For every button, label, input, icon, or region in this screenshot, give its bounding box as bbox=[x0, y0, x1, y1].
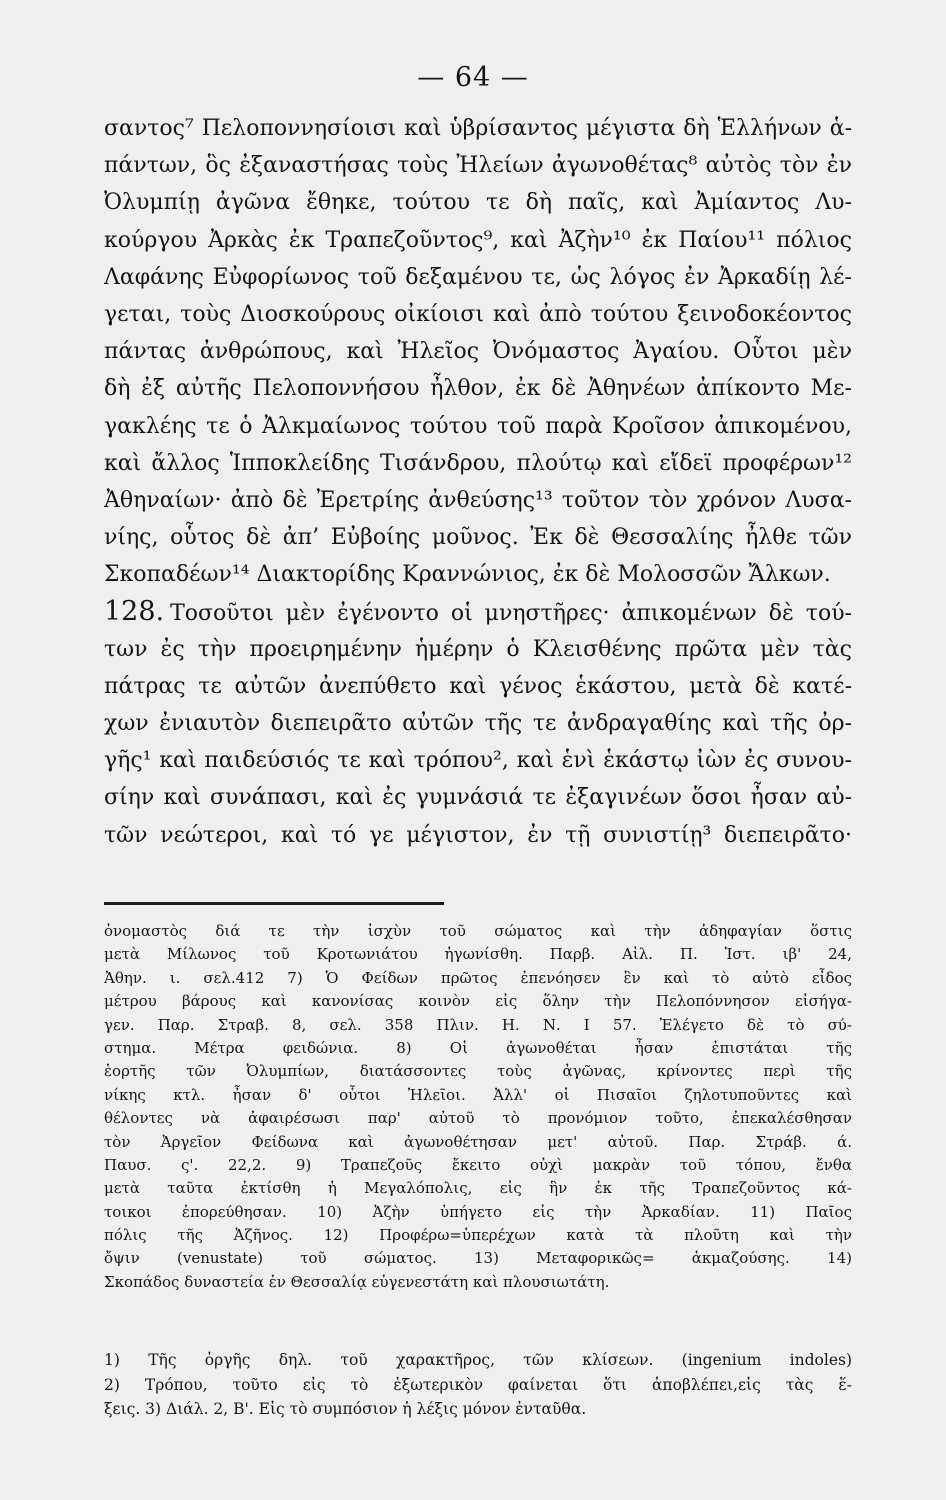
text-line: τῶν νεώτεροι, καὶ τό γε μέγιστον, ἐν τῇ συνιστίῃ³ διεπειρᾶτο· bbox=[104, 822, 852, 848]
text-line: πάτρας τε αὐτῶν ἀνεπύθετο καὶ γένος ἑκάστου, μετὰ δὲ κατέ- bbox=[104, 673, 852, 699]
section-notes bbox=[104, 1348, 852, 1422]
footnote-line: ἑορτῆς τῶν Ὀλυμπίων, διατάσσοντες τοὺς ἀγῶνας, κρίνοντες περὶ τῆς bbox=[104, 1062, 852, 1081]
footnote-line: μετὰ Μίλωνος τοῦ Κροτωνιάτου ἠγωνίσθη. Παρβ. Αἰλ. Π. Ἱστ. ιβ' 24, bbox=[104, 945, 852, 964]
text-line: νίης, οὗτος δὲ ἀπ’ Εὐβοίης μοῦνος. Ἐκ δὲ Θεσσαλίης ἦλθε τῶν bbox=[104, 525, 852, 551]
footnote-line: Παυσ. ς'. 22,2. 9) Τραπεζοῦς ἔκειτο οὐχὶ μακρὰν τοῦ τόπου, ἔνθα bbox=[104, 1155, 852, 1174]
text-line: σαντος⁷ Πελοποννησίοισι καὶ ὑβρίσαντος μέγιστα δὴ Ἑλλήνων ἁ- bbox=[104, 116, 852, 141]
footnote-line: στημα. Μέτρα φειδώνια. 8) Οἱ ἀγωνοθέται ἦσαν ἐπιστάται τῆς bbox=[104, 1038, 852, 1057]
section-number: 128. bbox=[104, 596, 165, 628]
note-line: 1) Τῆς ὀργῆς δηλ. τοῦ χαρακτῆρος, τῶν κλίσεων. (ingenium indoles) bbox=[104, 1351, 852, 1369]
footnote-line: γεν. Παρ. Στραβ. 8, σελ. 358 Πλιν. Η. Ν. Ι 57. Ἐλέγετο δὲ τὸ σύ- bbox=[104, 1015, 852, 1034]
text-line: Τοσοῦτοι μὲν ἐγένοντο οἱ μνηστῆρες· ἀπικομένων δὲ τού- bbox=[170, 601, 852, 627]
footnote-line: τὸν Ἀργεῖον Φείδωνα καὶ ἀγωνοθέτησαν μετ' αὐτοῦ. Παρ. Στράβ. ά. bbox=[104, 1132, 852, 1151]
footnote-line: ὀνομαστὸς διά τε τὴν ἰσχὺν τοῦ σώματος καὶ τὴν ἀδηφαγίαν ὅστις bbox=[104, 922, 852, 940]
text-line: των ἐς τὴν προειρημένην ἡμέρην ὁ Κλεισθένης πρῶτα μὲν τὰς bbox=[104, 636, 852, 662]
text-line: χων ἐνιαυτὸν διεπειρᾶτο αὐτῶν τῆς τε ἀνδραγαθίης καὶ τῆς ὀρ- bbox=[104, 711, 852, 736]
footnote-line: μετὰ ταῦτα ἐκτίσθη ἡ Μεγαλόπολις, εἰς ἣν ἐκ τῆς Τραπεζοῦντος κά- bbox=[104, 1179, 852, 1198]
text-line: καὶ ἄλλος Ἱπποκλείδης Τισάνδρου, πλούτῳ καὶ εἴδεϊ προφέρων¹² bbox=[104, 450, 852, 476]
footnote-line: θέλοντες νὰ ἀφαιρέσωσι παρ' αὐτοῦ τὸ προνόμιον τοῦτο, ἐπεκαλέσθησαν bbox=[104, 1109, 852, 1128]
text-line: Λαφάνης Εὐφορίωνος τοῦ δεξαμένου τε, ὡς λόγος ἐν Ἀρκαδίῃ λέ- bbox=[104, 264, 852, 290]
text-line: Σκοπαδέων¹⁴ Διακτορίδης Κραννώνιος, ἐκ δὲ Μολοσσῶν Ἄλκων. bbox=[104, 562, 831, 588]
text-line: πάντων, ὃς ἐξαναστήσας τοὺς Ἠλείων ἀγωνοθέτας⁸ αὐτὸς τὸν ἐν bbox=[104, 153, 852, 179]
text-line: δὴ ἐξ αὐτῆς Πελοποννήσου ἦλθον, ἐκ δὲ Ἀθηνέων ἀπίκοντο Με- bbox=[104, 376, 852, 402]
footnote-line: Σκοπάδος δυναστεία ἐν Θεσσαλίᾳ εὐγενεστάτη καὶ πλουσιωτάτη. bbox=[104, 1272, 610, 1291]
text-line: γεται, τοὺς Διοσκούρους οἰκίοισι καὶ ἀπὸ τούτου ξεινοδοκέοντος bbox=[104, 301, 852, 327]
main-text bbox=[104, 110, 852, 854]
text-line: πάντας ἀνθρώπους, καὶ Ἠλεῖος Ὀνόμαστος Ἀγαίου. Οὗτοι μὲν bbox=[104, 339, 852, 365]
text-line: κούργου Ἀρκὰς ἐκ Τραπεζοῦντος⁹, καὶ Ἀζὴν¹⁰ ἐκ Παίου¹¹ πόλιος bbox=[104, 227, 852, 253]
note-line: 2) Τρόπου, τοῦτο εἰς τὸ ἐξωτερικὸν φαίνεται ὅτι ἀποβλέπει,εἰς τὰς ἕ- bbox=[104, 1375, 852, 1394]
note-line: ξεις. 3) Διάλ. 2, Β'. Εἰς τὸ συμπόσιον ἡ λέξις μόνον ἐνταῦθα. bbox=[104, 1400, 587, 1418]
footnote-line: Ἀθην. ι. σελ.412 7) Ὁ Φείδων πρῶτος ἐπενόησεν ἓν καὶ τὸ αὐτὸ εἶδος bbox=[104, 968, 852, 987]
text-line: σίην καὶ συνάπασι, καὶ ἐς γυμνάσιά τε ἐξαγινέων ὅσοι ἦσαν αὐ- bbox=[104, 785, 852, 811]
footnote-line: νίκης κτλ. ἦσαν δ' οὗτοι Ἠλεῖοι. Ἀλλ' οἱ Πισαῖοι ζηλοτυποῦντες καὶ bbox=[104, 1085, 852, 1104]
section-first-line bbox=[104, 593, 852, 630]
text-line: Ἀθηναίων· ἀπὸ δὲ Ἐρετρίης ἀνθεύσης¹³ τοῦτον τὸν χρόνον Λυσα- bbox=[104, 487, 852, 513]
text-line: Ὀλυμπίῃ ἀγῶνα ἔθηκε, τούτου τε δὴ παῖς, καὶ Ἀμίαντος Λυ- bbox=[104, 190, 852, 216]
text-line: γακλέης τε ὁ Ἀλκμαίωνος τούτου τοῦ παρὰ Κροῖσον ἀπικομένου, bbox=[104, 413, 852, 439]
footnotes bbox=[104, 920, 852, 1294]
footnote-line: πόλις τῆς Ἀζῆνος. 12) Προφέρω=ὑπερέχων κατὰ τὰ πλοῦτη καὶ τὴν bbox=[104, 1226, 852, 1245]
footnote-divider bbox=[104, 902, 444, 905]
page-number: — 64 — bbox=[417, 62, 529, 93]
footnote-line: μέτρου βάρους καὶ κανονίσας κοινὸν εἰς ὅλην τὴν Πελοπόννησον εἰσήγα- bbox=[104, 992, 852, 1011]
footnote-line: τοικοι ἐπορεύθησαν. 10) Ἀζὴν ὑπήγετο εἰς τὴν Ἀρκαδίαν. 11) Παῖος bbox=[104, 1202, 852, 1221]
text-line: γῆς¹ καὶ παιδεύσιός τε καὶ τρόπου², καὶ ἑνὶ ἑκάστῳ ἰὼν ἐς συνου- bbox=[104, 748, 852, 774]
footnote-line: ὄψιν (venustate) τοῦ σώματος. 13) Μεταφορικῶς= ἀκμαζούσης. 14) bbox=[104, 1249, 852, 1268]
